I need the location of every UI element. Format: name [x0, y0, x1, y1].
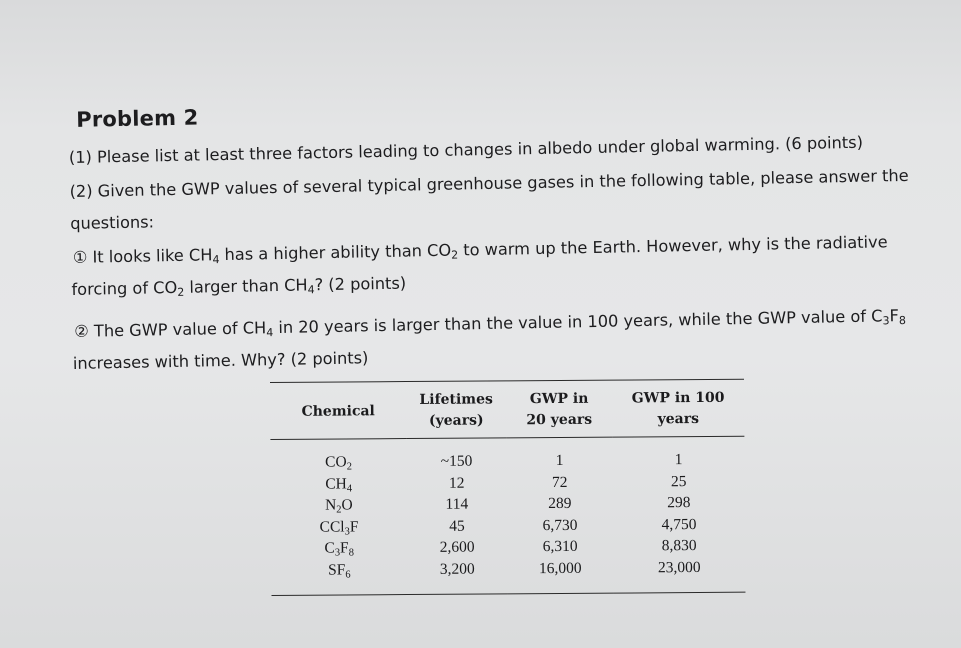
chemical-cell: $SF_6$: [271, 559, 407, 596]
header-lifetimes: Lifetimes (years): [419, 391, 493, 429]
table-header-row: [270, 379, 744, 439]
lifetime-cell: ~150: [440, 452, 473, 470]
gwp-20-cell: 16,000: [507, 557, 613, 594]
sub-question-1: ① It looks like $CH_4$ has a higher ability than $CO_2$ to warm up the Earth. However, why is the radiative forcing of $CO_2$ larger than $CH_4$? (2 points): [71, 232, 888, 299]
circled-two-marker: ②: [74, 321, 89, 341]
table-body: [270, 436, 745, 595]
gwp-20-cell: 289: [548, 494, 572, 513]
lifetime-cell: 45: [449, 517, 465, 535]
gwp-100-cell: 1: [674, 451, 683, 469]
gwp-20-cell: 72: [551, 473, 568, 491]
question-1: (1) Please list at least three factors leading to changes in albedo under global warming. (6 points): [68, 132, 864, 167]
gwp-20-cell: 1: [555, 451, 564, 470]
header-chemical: Chemical: [301, 402, 375, 420]
chemical-cell: CCl$_3$F: [319, 517, 359, 537]
question-2-intro: (2) Given the GWP values of several typical greenhouse gases in the following table, please answer the questions:: [69, 165, 909, 233]
gwp-100-cell: 23,000: [613, 556, 745, 593]
gwp-100-cell: 4,750: [661, 515, 697, 533]
table-row: [270, 436, 744, 473]
gwp-100-cell: 25: [670, 472, 687, 490]
chemical-cell: $N_2O$: [324, 496, 353, 516]
gwp-20-cell: 6,310: [542, 537, 578, 556]
chemical-cell: $C_3F_8$: [324, 539, 354, 559]
header-gwp-20: GWP in 20 years: [526, 390, 593, 429]
table-row: [271, 556, 745, 595]
circled-one-marker: ①: [72, 247, 88, 267]
table-row: [271, 492, 745, 517]
chemical-cell: $CH_4$: [325, 474, 353, 494]
problem-title: Problem 2: [75, 105, 199, 132]
lifetime-cell: 3,200: [407, 558, 507, 595]
chemical-cell: $CO_2$: [325, 453, 353, 473]
gwp-table: [270, 379, 745, 596]
problem-sheet: [68, 92, 923, 380]
gwp-100-cell: 8,830: [661, 537, 697, 555]
sub-question-2: ② The GWP value of $CH_4$ in 20 years is larger than the value in 100 years, while the GWP value of $C_3F_8$ increases with time. Why? (2 points): [72, 306, 906, 373]
show-through-text: [119, 20, 124, 37]
gwp-100-cell: 298: [667, 494, 691, 512]
lifetime-cell: 2,600: [439, 538, 475, 556]
header-gwp-100: GWP in 100 years: [631, 389, 725, 428]
lifetime-cell: 114: [445, 495, 469, 513]
gwp-20-cell: 6,730: [542, 516, 578, 534]
table-row: [271, 535, 745, 560]
lifetime-cell: 12: [448, 474, 465, 492]
